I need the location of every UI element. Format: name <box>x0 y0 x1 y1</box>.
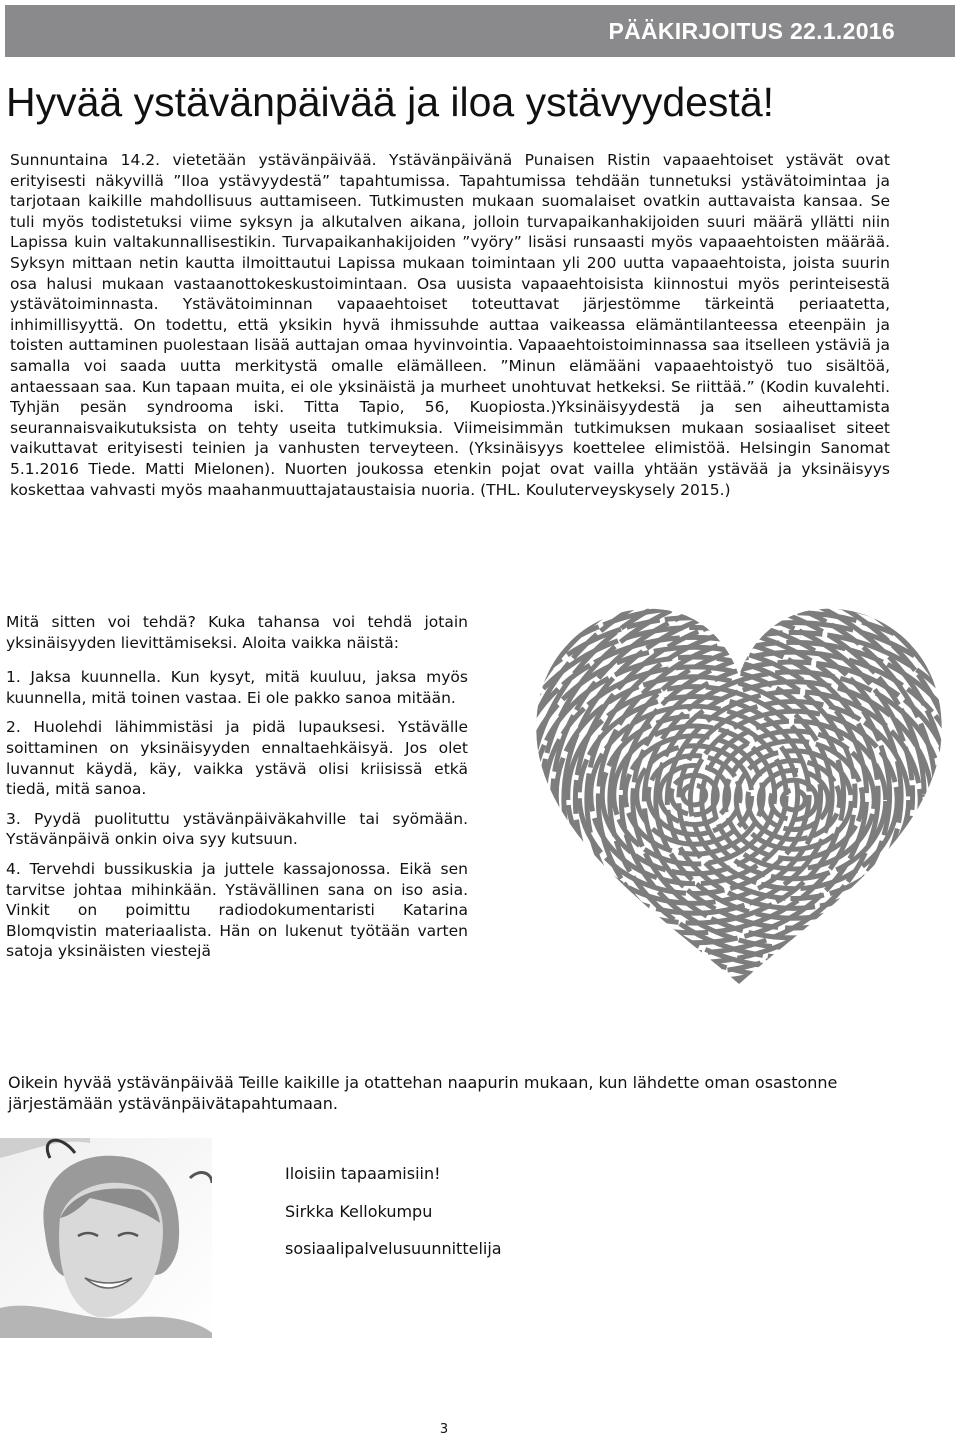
article-title: Hyvää ystävänpäivää ja iloa ystävyydestä! <box>6 79 775 125</box>
closing-paragraph: Oikein hyvää ystävänpäivää Teille kaikille ja otattehan naapurin mukaan, kun lähdette oman osastonne järjestämään ystävänpäivätapahtumaan. <box>8 1073 838 1113</box>
fingerprint-heart-image <box>530 600 948 990</box>
intro-text-part-2: Se tuli myös todistetuksi viime syksyn ja alkutalven aikana, jolloin turvapaikanhakijoiden suuri määrä yllätti niin Lapissa kuin valtakunnallisestikin. Turvapaikanhakijoiden ”vyöry” lisäsi runsaasti myös vapaaehtoisten määrää. Syksyn mittaan netin kautta ilmoittautui Lapissa mukaan toimintaan yli 200 uutta vapaaehtoista, joista suurin osa halusi mukaan vastaanottokeskustoimintaan. Osa uusista vapaaehtoisista kiinnostui myös perinteisestä ystävätoiminnasta. Ystävätoiminnan vapaaehtoiset toteuttavat järjestömme tärkeintä periaatetta, inhimillisyyttä. On todettu, että yksikin hyvä ihmissuhde auttaa vaikeassa elämäntilanteessa eteenpäin ja toisten auttaminen puolestaan lisää auttajan omaa hyvinvointia. Vapaaehtoistoiminnassa saa itselleen ystäviä ja samalla voi saada uutta merkitystä omalle elämälleen. ”Minun elämääni vapaaehtoistyö tuo sisältöä, antaessaan saa. Kun tapaan muita, ei ole yksinäistä ja murheet unohtuvat hetkeksi. Se riittää.” (Kodin kuvalehti. Tyhjän pesän syndrooma iski. Titta Tapio, 56, Kuopiosta.)Yksinäisyydestä ja sen aiheuttamista seurannaisvaikutuksista on tehty useita tutkimuksia. Viimeisimmän tutkimuksen mukaan sosiaaliset siteet vaikuttavat erityisesti teinien ja vanhusten terveyteen. (Yksinäisyys koettelee elimistöä. Helsingin Sanomat 5.1.2016 Tiede. Matti Mielonen). Nuorten joukossa etenkin pojat ovat vailla yhtään ystävää ja yksinäisyys koskettaa vahvasti myös maahanmuuttajataustaisia nuoria. (THL. Kouluterveyskysely 2015.) <box>10 192 890 499</box>
section-label: PÄÄKIRJOITUS 22.1.2016 <box>608 18 895 44</box>
signature-role: sosiaalipalvelusuunnittelija <box>285 1239 502 1258</box>
tips-column <box>6 612 468 971</box>
tip-item-2: 2. Huolehdi lähimmistäsi ja pidä lupauksesi. Ystävälle soittaminen on yksinäisyyden ennaltaehkäisyä. Jos olet luvannut käydä, käy, vaikka ystävä olisi kriisissä etkä tiedä, mitä sanoa. <box>6 718 468 799</box>
page-number: 3 <box>439 1422 449 1437</box>
header-bar <box>5 5 955 57</box>
tips-intro: Mitä sitten voi tehdä? Kuka tahansa voi tehdä jotain yksinäisyyden lievittämiseksi. Aloita vaikka näistä: <box>6 613 468 652</box>
author-photo <box>0 1138 212 1338</box>
intro-paragraph <box>10 150 890 500</box>
signature-name: Sirkka Kellokumpu <box>285 1202 433 1221</box>
tip-item-3: 3. Pyydä puolituttu ystävänpäiväkahville tai syömään. Ystävänpäivä onkin oiva syy kutsuun. <box>6 809 468 849</box>
tip-item-1: 1. Jaksa kuunnella. Kun kysyt, mitä kuuluu, jaksa myös kuunnella, mitä toinen vastaa. Ei ole pakko sanoa mitään. <box>6 668 468 707</box>
signature-greeting: Iloisiin tapaamisiin! <box>285 1164 441 1183</box>
intro-text-part-1: Sunnuntaina 14.2. vietetään ystävänpäivää. Ystävänpäivänä Punaisen Ristin vapaaehtoiset ystävät ovat erityisesti näkyvillä ”Iloa ystävyydestä” tapahtumissa. Tapahtumissa tehdään tunnetuksi ystävätoimintaa ja tarjotaan kaikille mahdollisuus auttamiseen. Tutkimusten mukaan suomalaiset ovatkin auttavaista kansaa. <box>10 151 890 211</box>
tip-item-4: 4. Tervehdi bussikuskia ja juttele kassajonossa. Eikä sen tarvitse johtaa mihinkään. Ystävällinen sana on iso asia. Vinkit on poimittu radiodokumentaristi Katarina Blomqvistin materiaalista. Hän on lukenut työtään varten satoja yksinäisten viestejä <box>6 859 468 961</box>
